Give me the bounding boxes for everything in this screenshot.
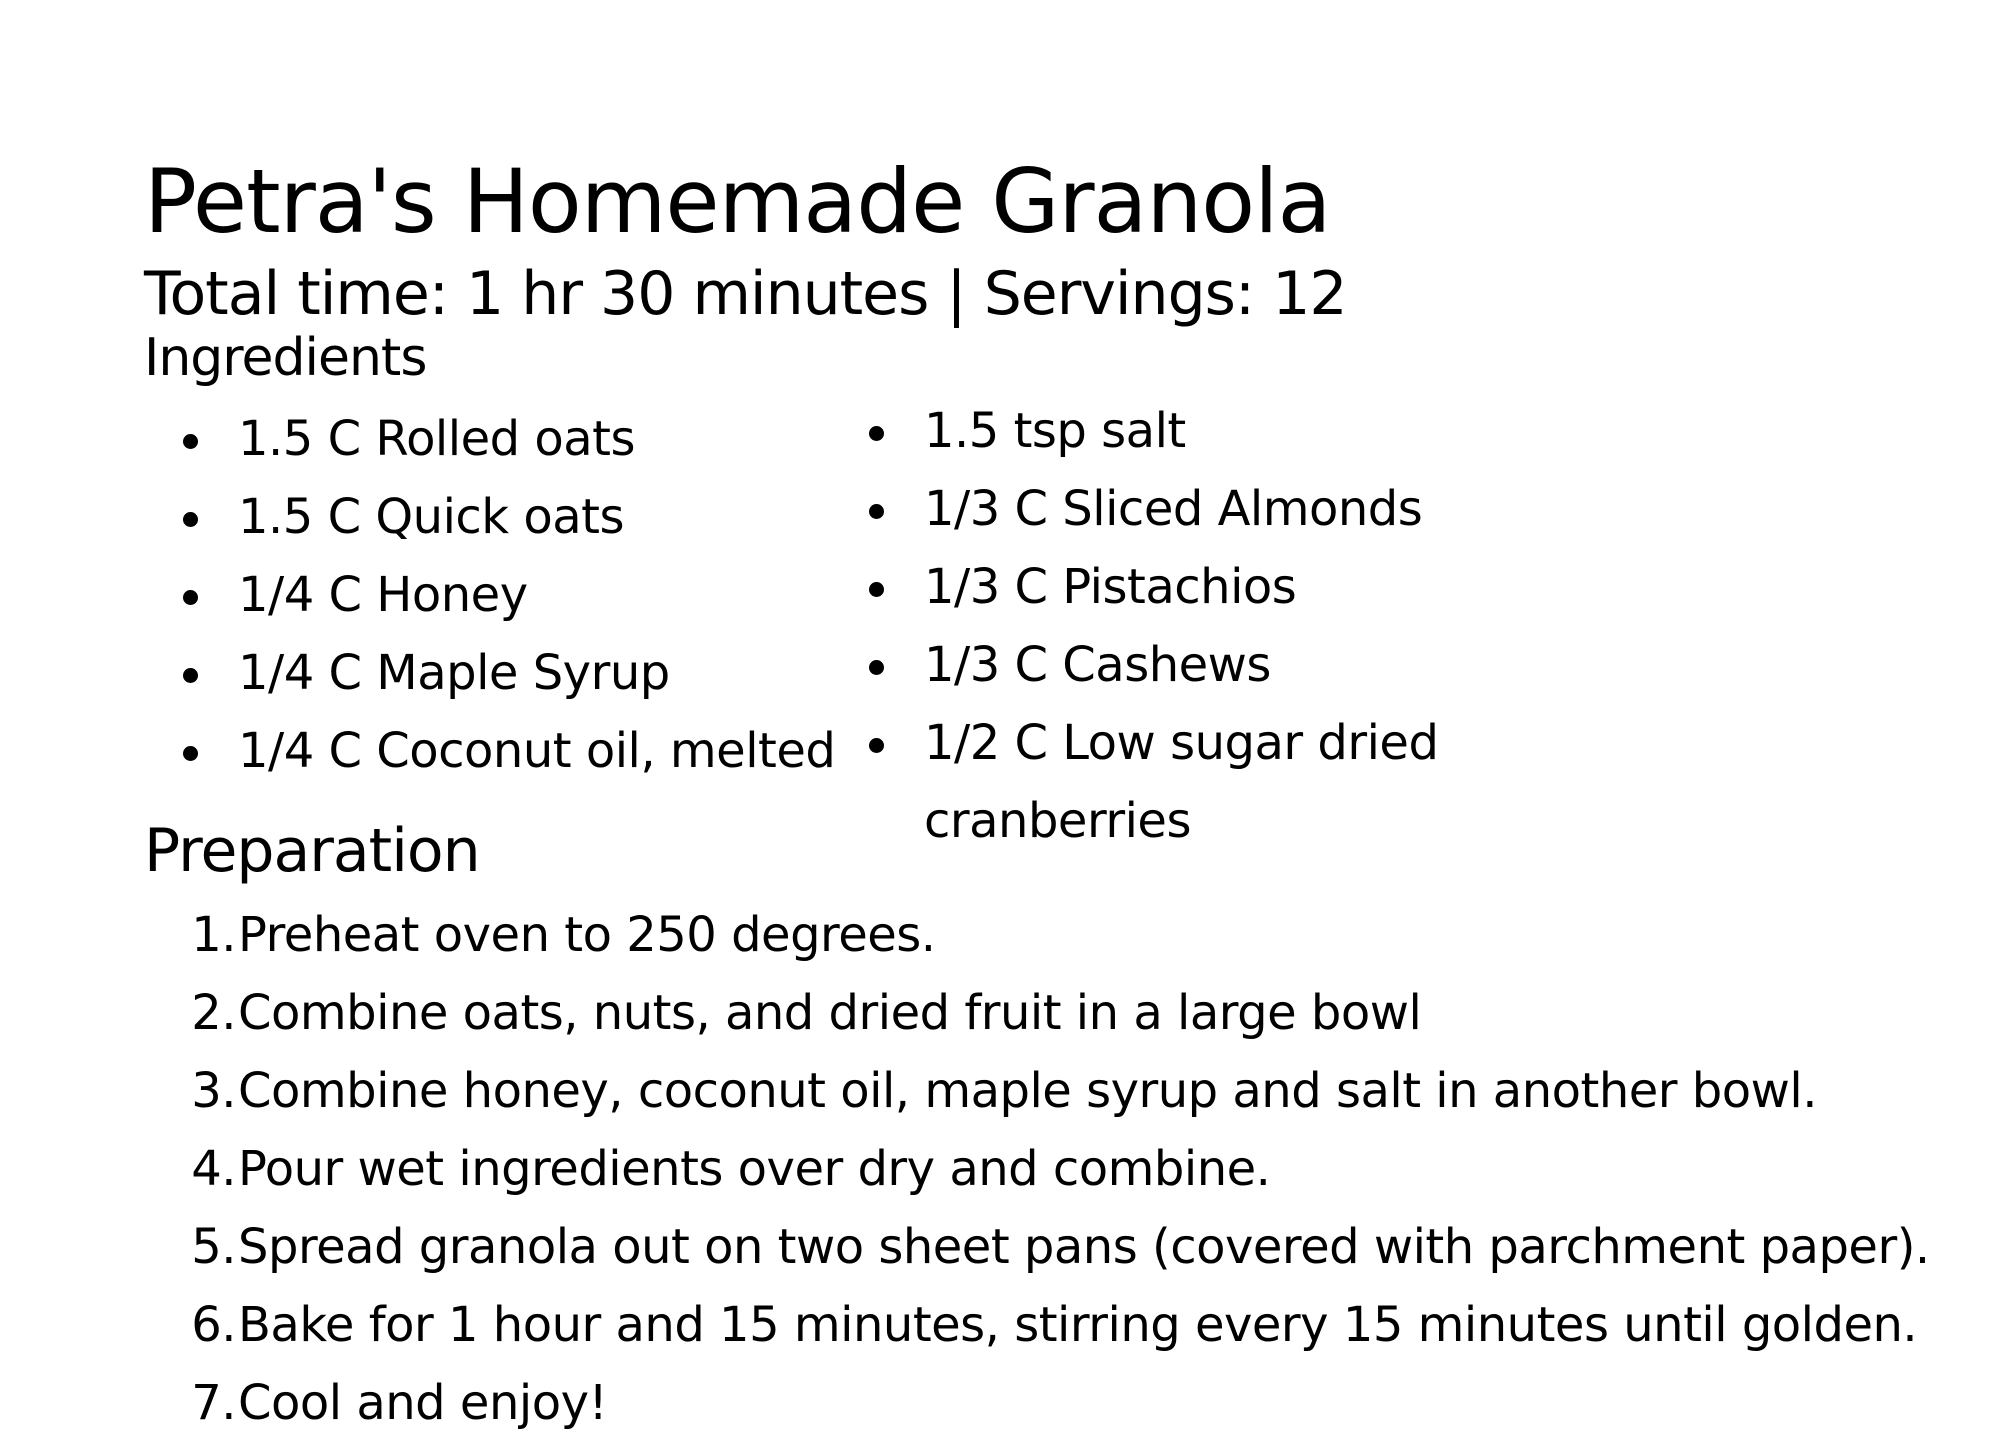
ingredient-item: 1.5 C Quick oats — [144, 478, 835, 556]
step-item — [144, 974, 1930, 1052]
step-text: Preheat oven to 250 degrees. — [238, 907, 936, 963]
step-number: 5. — [191, 1219, 236, 1275]
step-item — [144, 1052, 1930, 1130]
ingredient-item: 1/2 C Low sugar dried cranberries — [830, 704, 1484, 860]
step-number: 2. — [191, 985, 236, 1041]
step-number: 6. — [191, 1297, 236, 1353]
step-number: 7. — [191, 1375, 236, 1431]
ingredient-item: 1/3 C Cashews — [830, 626, 1484, 704]
ingredients-heading: Ingredients — [144, 328, 427, 388]
ingredient-item: 1/3 C Pistachios — [830, 548, 1484, 626]
step-item — [144, 896, 1930, 974]
step-text: Bake for 1 hour and 15 minutes, stirring every 15 minutes until golden. — [238, 1297, 1918, 1353]
step-number: 3. — [191, 1063, 236, 1119]
step-number: 1. — [191, 907, 236, 963]
preparation-heading: Preparation — [144, 816, 480, 886]
recipe-title: Petra's Homemade Granola — [144, 150, 1331, 253]
step-text: Combine honey, coconut oil, maple syrup and salt in another bowl. — [238, 1063, 1817, 1119]
ingredient-item: 1.5 C Rolled oats — [144, 400, 835, 478]
ingredient-item: 1/4 C Maple Syrup — [144, 634, 835, 712]
step-text: Pour wet ingredients over dry and combine. — [238, 1141, 1271, 1197]
step-item — [144, 1130, 1930, 1208]
ingredient-item: 1.5 tsp salt — [830, 392, 1484, 470]
step-item — [144, 1364, 1930, 1442]
preparation-steps — [144, 896, 1930, 1442]
step-text: Spread granola out on two sheet pans (covered with parchment paper). — [238, 1219, 1930, 1275]
ingredient-item: 1/4 C Coconut oil, melted — [144, 712, 835, 790]
step-item — [144, 1208, 1930, 1286]
ingredients-list-left — [144, 400, 835, 790]
step-text: Combine oats, nuts, and dried fruit in a large bowl — [238, 985, 1422, 1041]
step-item — [144, 1286, 1930, 1364]
ingredients-list-right — [830, 392, 1484, 860]
ingredient-item: 1/4 C Honey — [144, 556, 835, 634]
step-text: Cool and enjoy! — [238, 1375, 608, 1431]
step-number: 4. — [191, 1141, 236, 1197]
recipe-summary: Total time: 1 hr 30 minutes | Servings: 12 — [144, 259, 1347, 329]
ingredient-item: 1/3 C Sliced Almonds — [830, 470, 1484, 548]
